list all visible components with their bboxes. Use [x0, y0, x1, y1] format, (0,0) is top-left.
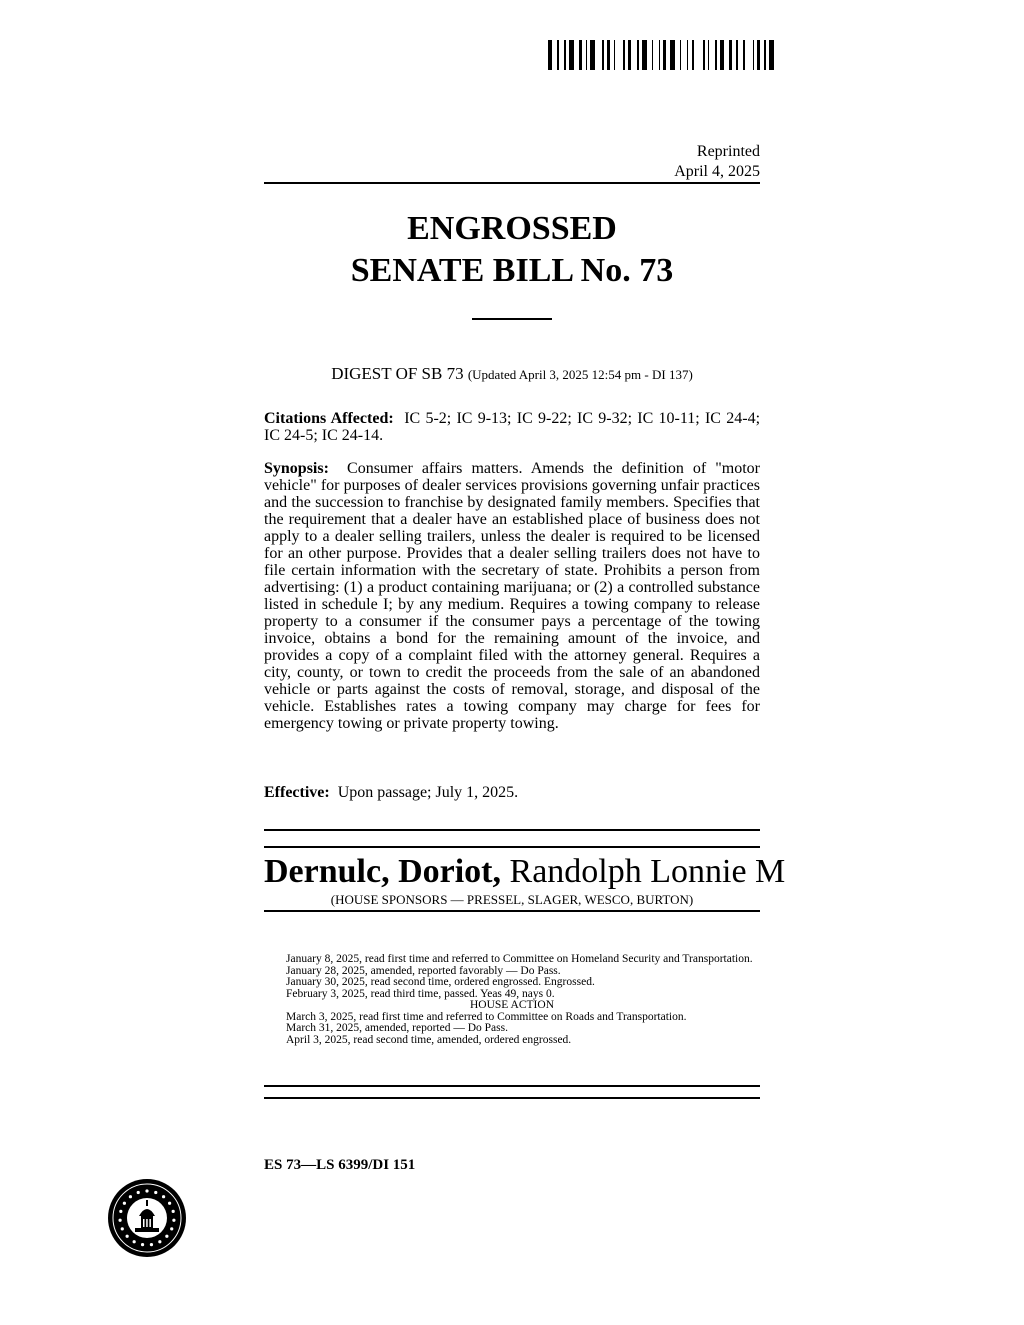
- synopsis: [264, 460, 760, 732]
- digest-heading: [264, 364, 760, 384]
- senate-sponsors: [264, 852, 786, 892]
- citations-text: IC 5-2; IC 9-13; IC 9-22; IC 9-32; IC 10-11; IC 24-4; IC 24-5; IC 24-14.: [264, 410, 761, 444]
- reprinted-label: Reprinted: [696, 143, 760, 160]
- sponsor-rule-bottom: [264, 910, 760, 912]
- indiana-state-seal-icon: [107, 1178, 187, 1258]
- citations-affected: [264, 410, 760, 444]
- history-entry: February 3, 2025, read third time, passed. Yeas 49, nays 0.: [286, 987, 555, 1000]
- effective-label: Effective:: [264, 784, 330, 801]
- digest-title: DIGEST OF SB 73: [331, 364, 464, 383]
- title-divider: [472, 318, 552, 320]
- citations-label: Citations Affected:: [264, 410, 394, 427]
- synopsis-label: Synopsis:: [264, 460, 329, 477]
- reprint-notice: [674, 142, 760, 182]
- history-rule-2: [264, 1097, 760, 1099]
- header-rule: [264, 182, 760, 184]
- sponsor-rule-top: [264, 829, 760, 831]
- history-rule-1: [264, 1085, 760, 1087]
- bill-title-line1: ENGROSSED: [407, 210, 617, 247]
- digest-updated: (Updated April 3, 2025 12:54 pm - DI 137): [467, 367, 693, 382]
- history-entry: March 31, 2025, amended, reported — Do Pass.: [286, 1022, 508, 1034]
- effective-text: Upon passage; July 1, 2025.: [337, 784, 519, 801]
- effective-date: [264, 784, 760, 801]
- history-entry: April 3, 2025, read second time, amended, ordered engrossed.: [286, 1033, 572, 1046]
- primary-sponsors: Dernulc, Doriot,: [264, 853, 502, 890]
- history-entry: January 28, 2025, amended, reported favorably — Do Pass.: [286, 964, 561, 977]
- barcode-icon: [548, 40, 782, 70]
- document-id: ES 73—LS 6399/DI 151: [264, 1157, 416, 1173]
- legislative-history: [264, 954, 760, 1046]
- reprinted-date: April 4, 2025: [674, 163, 760, 180]
- history-entry: March 3, 2025, read first time and referred to Committee on Roads and Transportation.: [286, 1010, 687, 1023]
- history-entry: January 30, 2025, read second time, ordered engrossed. Engrossed.: [286, 976, 595, 988]
- house-action-heading: HOUSE ACTION: [469, 999, 554, 1011]
- synopsis-text: Consumer affairs matters. Amends the definition of "motor vehicle" for purposes of dealer services provisions governing unfair practices and the succession to franchise by designated family members. Specifies that the requirement that a dealer have an established place of business does not apply to a dealer selling trailers, unless the dealer is required to be licensed for an other purpose. Provides that a dealer selling trailers does not have to file certain information with the secretary of state. Prohibits a person from advertising: (1) a product containing marijuana; or (2) a controlled substance listed in schedule I; by any medium. Requires a towing company to release property to a consumer if the consumer pays a percentage of the towing invoice, obtains a bond for the remaining amount of the invoice, and provides a copy of a complaint filed with the attorney general. Requires a city, county, or town to credit the proceeds from the sale of an abandoned vehicle or parts against the costs of removal, storage, and disposal of the vehicle. Establishes rates a towing company may charge for fees for emergency towing or private property towing.: [264, 460, 761, 732]
- co-sponsors: Randolph Lonnie M: [509, 853, 786, 890]
- history-entry: January 8, 2025, read first time and referred to Committee on Homeland Security and Transportation.: [286, 953, 753, 965]
- house-sponsors: (HOUSE SPONSORS — PRESSEL, SLAGER, WESCO, BURTON): [330, 892, 694, 907]
- sponsor-rule-top-2: [264, 846, 760, 848]
- bill-title-line2: SENATE BILL No. 73: [350, 252, 674, 289]
